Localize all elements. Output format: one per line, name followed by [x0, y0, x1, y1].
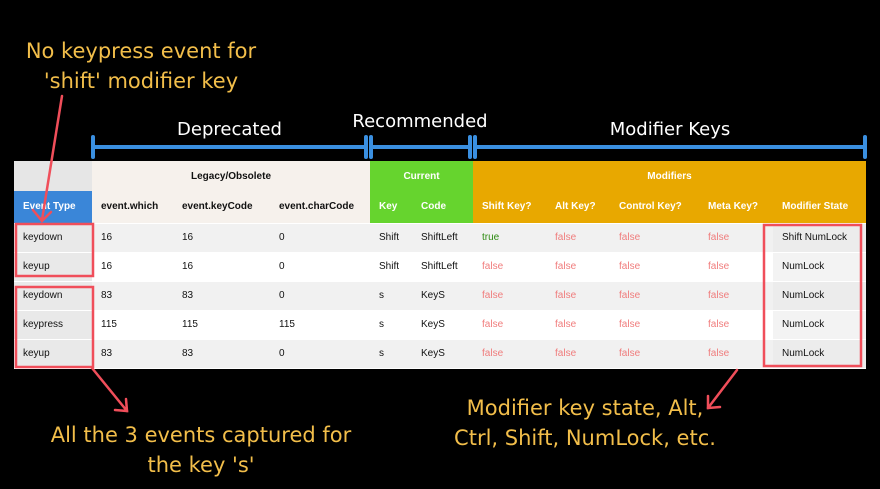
cell-key: Shift — [370, 252, 412, 281]
highlight-box-s-events — [16, 287, 93, 367]
annotation-line: Ctrl, Shift, NumLock, etc. — [454, 426, 716, 450]
cell-alt: false — [546, 223, 610, 252]
bracket-modifier-keys — [475, 137, 865, 157]
bracket-label-recommended: Recommended — [352, 111, 488, 132]
cell-event-type: keyup — [14, 252, 92, 281]
cell-meta: false — [699, 252, 773, 281]
cell-meta: false — [699, 223, 773, 252]
col-header-code: Code — [412, 191, 473, 223]
bracket-deprecated — [93, 137, 366, 157]
cell-meta: false — [699, 339, 773, 368]
cell-control: false — [610, 223, 699, 252]
cell-charcode: 0 — [270, 252, 370, 281]
cell-key: s — [370, 310, 412, 339]
cell-keycode: 83 — [173, 281, 270, 310]
col-header-control: Control Key? — [610, 191, 699, 223]
cell-shift: false — [473, 339, 546, 368]
col-header-which: event.which — [92, 191, 173, 223]
cell-modifier-state: Shift NumLock — [773, 223, 866, 252]
cell-alt: false — [546, 252, 610, 281]
annotation-line: All the 3 events captured for — [50, 423, 352, 447]
col-header-keycode: event.keyCode — [173, 191, 270, 223]
bracket-recommended — [371, 137, 470, 157]
col-header-alt: Alt Key? — [546, 191, 610, 223]
cell-charcode: 0 — [270, 339, 370, 368]
col-header-charcode: event.charCode — [270, 191, 370, 223]
cell-event-type: keydown — [14, 281, 92, 310]
col-header-shift: Shift Key? — [473, 191, 546, 223]
group-modifiers: Modifiers — [473, 161, 866, 191]
cell-alt: false — [546, 310, 610, 339]
arrow-to-shift-events — [33, 96, 62, 221]
cell-charcode: 115 — [270, 310, 370, 339]
bracket-label-modifier-keys: Modifier Keys — [609, 119, 731, 140]
col-header-key: Key — [370, 191, 412, 223]
cell-event-type: keyup — [14, 339, 92, 368]
cell-code: ShiftLeft — [412, 223, 473, 252]
group-legacy: Legacy/Obsolete — [92, 161, 370, 191]
cell-code: KeyS — [412, 310, 473, 339]
cell-which: 115 — [92, 310, 173, 339]
cell-control: false — [610, 310, 699, 339]
cell-code: KeyS — [412, 281, 473, 310]
cell-code: ShiftLeft — [412, 252, 473, 281]
annotation-line: No keypress event for — [25, 39, 257, 63]
cell-shift: false — [473, 252, 546, 281]
annotation-line: Modifier key state, Alt, — [466, 396, 704, 420]
cell-shift: false — [473, 310, 546, 339]
cell-which: 83 — [92, 339, 173, 368]
cell-key: s — [370, 339, 412, 368]
cell-alt: false — [546, 339, 610, 368]
cell-which: 16 — [92, 252, 173, 281]
cell-charcode: 0 — [270, 281, 370, 310]
bracket-label-deprecated: Deprecated — [177, 119, 282, 140]
cell-alt: false — [546, 281, 610, 310]
group-current: Current — [370, 161, 473, 191]
cell-control: false — [610, 281, 699, 310]
cell-keycode: 16 — [173, 223, 270, 252]
cell-which: 83 — [92, 281, 173, 310]
col-header-modifier-state: Modifier State — [773, 191, 866, 223]
cell-meta: false — [699, 310, 773, 339]
cell-keycode: 83 — [173, 339, 270, 368]
cell-modifier-state: NumLock — [773, 310, 866, 339]
cell-keycode: 16 — [173, 252, 270, 281]
annotation-line: 'shift' modifier key — [43, 69, 239, 93]
cell-shift: true — [473, 223, 546, 252]
cell-code: KeyS — [412, 339, 473, 368]
cell-keycode: 115 — [173, 310, 270, 339]
cell-key: Shift — [370, 223, 412, 252]
cell-meta: false — [699, 281, 773, 310]
cell-modifier-state: NumLock — [773, 252, 866, 281]
highlight-box-shift-events — [16, 224, 93, 276]
cell-modifier-state: NumLock — [773, 339, 866, 368]
arrow-to-s-events — [92, 368, 127, 411]
col-header-event-type: Event Type — [14, 191, 92, 223]
cell-control: false — [610, 252, 699, 281]
cell-event-type: keydown — [14, 223, 92, 252]
annotation-line: the key 's' — [147, 453, 255, 477]
col-header-meta: Meta Key? — [699, 191, 773, 223]
cell-which: 16 — [92, 223, 173, 252]
cell-modifier-state: NumLock — [773, 281, 866, 310]
cell-control: false — [610, 339, 699, 368]
arrow-to-modifier-state — [708, 370, 737, 408]
cell-charcode: 0 — [270, 223, 370, 252]
cell-event-type: keypress — [14, 310, 92, 339]
cell-shift: false — [473, 281, 546, 310]
cell-key: s — [370, 281, 412, 310]
highlight-box-modifier-state — [764, 225, 861, 366]
